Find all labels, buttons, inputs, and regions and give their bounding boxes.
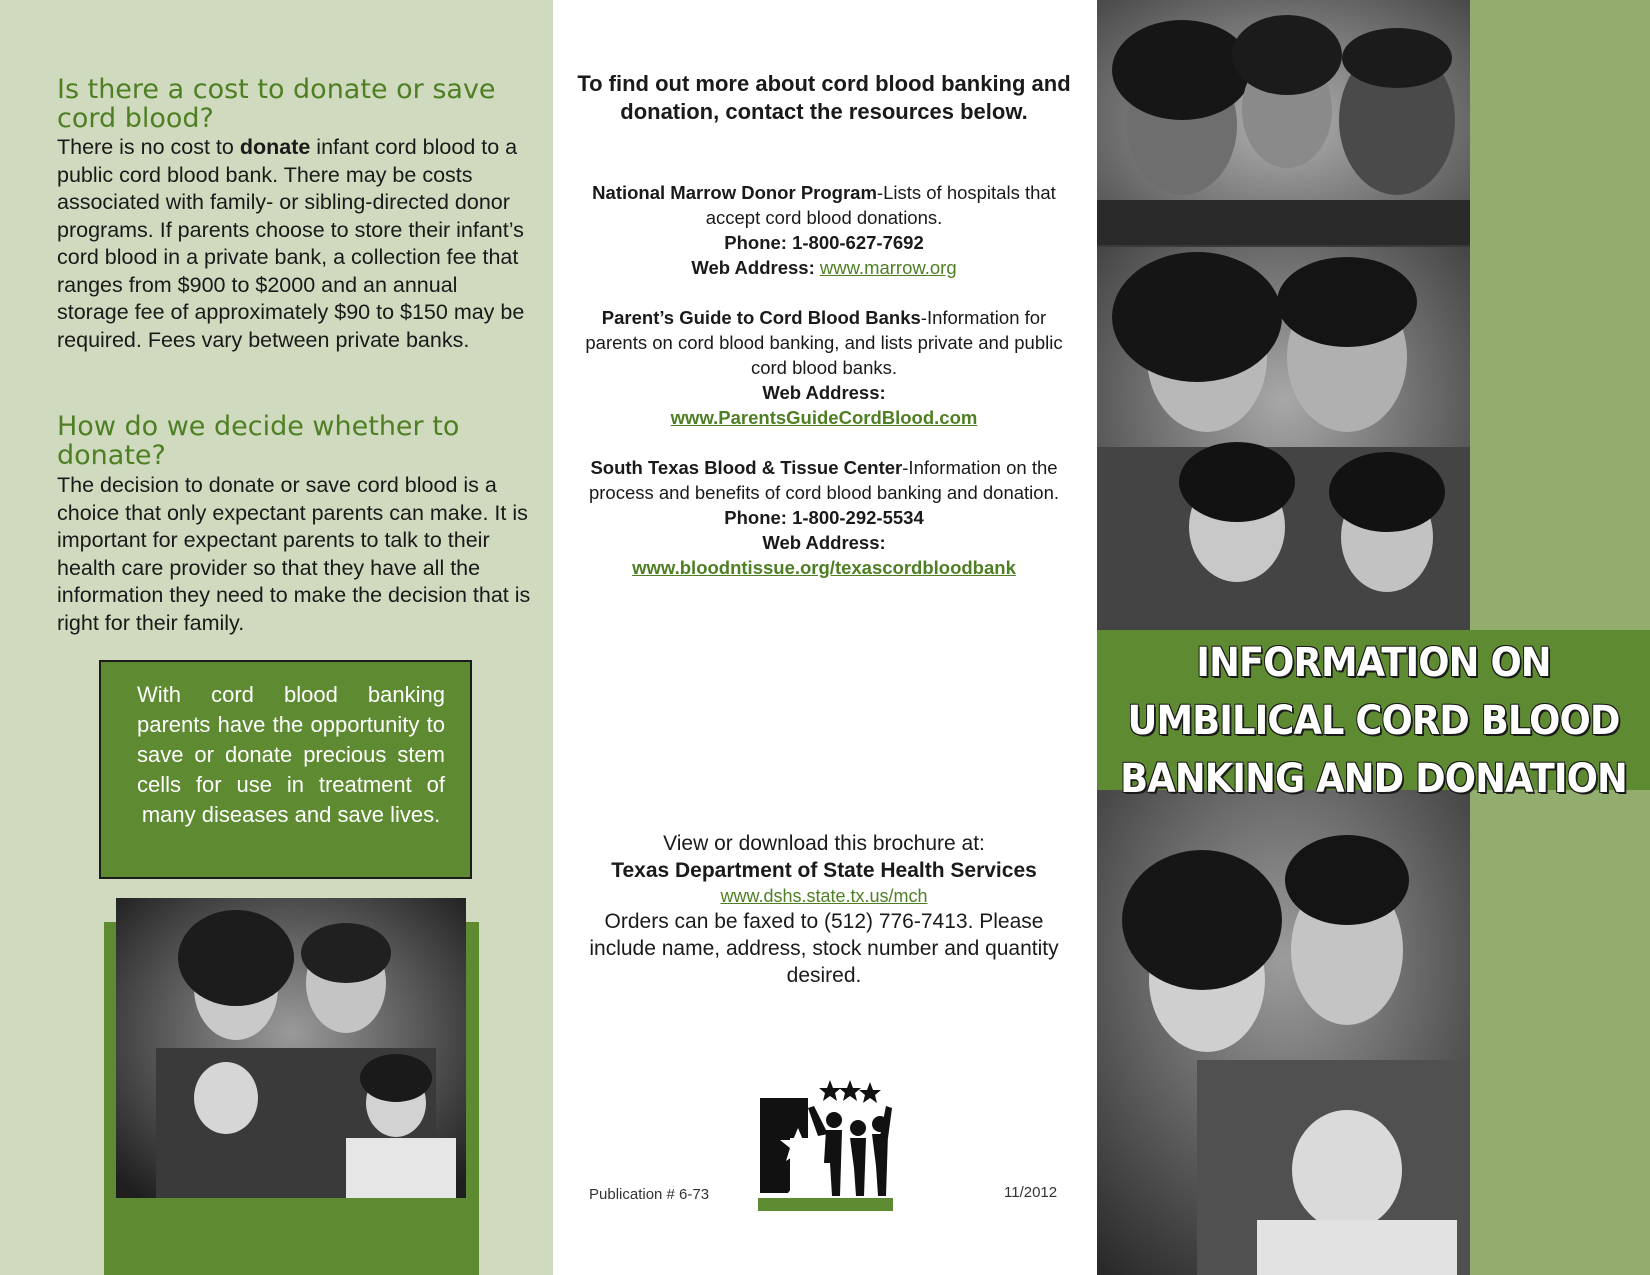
decide-question-heading: How do we decide whether to donate? xyxy=(57,411,460,471)
resource-phone: Phone: 1-800-627-7692 xyxy=(724,232,924,253)
resources-intro: To find out more about cord blood banking and donation, contact the resources below. xyxy=(577,71,1071,124)
resource-desc: -Information for parents on cord blood banking, and lists private and public cord blood banks. xyxy=(585,307,1063,378)
resource-desc: -Lists of hospitals that accept cord blood donations. xyxy=(705,182,1056,228)
dshs-link[interactable]: www.dshs.state.tx.us/mch xyxy=(720,886,928,906)
download-line: View or download this brochure at: xyxy=(663,832,985,855)
resource-name: Parent’s Guide to Cord Blood Banks xyxy=(601,307,921,328)
title-line-1: INFORMATION ON xyxy=(1196,640,1551,686)
title-line-2: UMBILICAL CORD BLOOD xyxy=(1127,698,1620,744)
brochure-title xyxy=(1119,634,1628,808)
family-photo-2 xyxy=(1097,0,1470,245)
title-line-3: BANKING AND DONATION xyxy=(1120,756,1627,802)
resource-phone: Phone: 1-800-292-5534 xyxy=(724,507,924,528)
resource-name: South Texas Blood & Tissue Center xyxy=(590,457,903,478)
bloodntissue-link[interactable]: www.bloodntissue.org/texascordbloodbank xyxy=(632,557,1016,578)
resource-name: National Marrow Donor Program xyxy=(592,182,877,203)
family-photo-1 xyxy=(116,898,466,1198)
publication-date: 11/2012 xyxy=(1004,1184,1058,1201)
family-photo-3 xyxy=(1097,247,1470,630)
family-photo-4 xyxy=(1097,790,1470,1275)
callout-text: With cord blood banking parents have the opportunity to save or donate precious stem cells for use in treatment of many diseases and save lives. xyxy=(137,682,445,827)
cost-question-heading: Is there a cost to donate or save cord blood? xyxy=(57,74,496,134)
parents-guide-link[interactable]: www.ParentsGuideCordBlood.com xyxy=(670,407,978,428)
decide-answer-text: The decision to donate or save cord blood is a choice that only expectant parents can make. It is important for expectant parents to talk to their health care provider so that they have all the information they need to make the decision that is right for their family. xyxy=(57,473,531,635)
resource-desc: -Information on the process and benefits of cord blood banking and donation. xyxy=(588,457,1060,503)
marrow-link[interactable]: www.marrow.org xyxy=(819,257,957,278)
order-text: Orders can be faxed to (512) 776-7413. Please include name, address, stock number and quantity desired. xyxy=(589,910,1059,987)
download-info xyxy=(577,830,1071,989)
agency-name: Texas Department of State Health Services xyxy=(611,859,1037,882)
resource-nmdp xyxy=(577,180,1071,280)
web-label: Web Address: xyxy=(762,532,886,553)
texas-dshs-logo-icon xyxy=(758,1078,893,1213)
cost-answer-text: There is no cost to donate infant cord blood to a public cord blood bank. There may be costs associated with family- or sibling-directed donor programs. If parents choose to store their infant’s cord blood in a private bank, a collection fee that ranges from $900 to $2000 and an annual storage fee of approximately $90 to $150 may be required. Fees vary between private banks. xyxy=(57,135,525,352)
resource-parents-guide xyxy=(577,305,1071,430)
publication-number: Publication # 6-73 xyxy=(589,1186,710,1203)
web-label: Web Address: xyxy=(762,382,886,403)
web-label: Web Address: xyxy=(691,257,820,278)
callout-box xyxy=(99,660,472,879)
resource-south-texas xyxy=(577,455,1071,580)
